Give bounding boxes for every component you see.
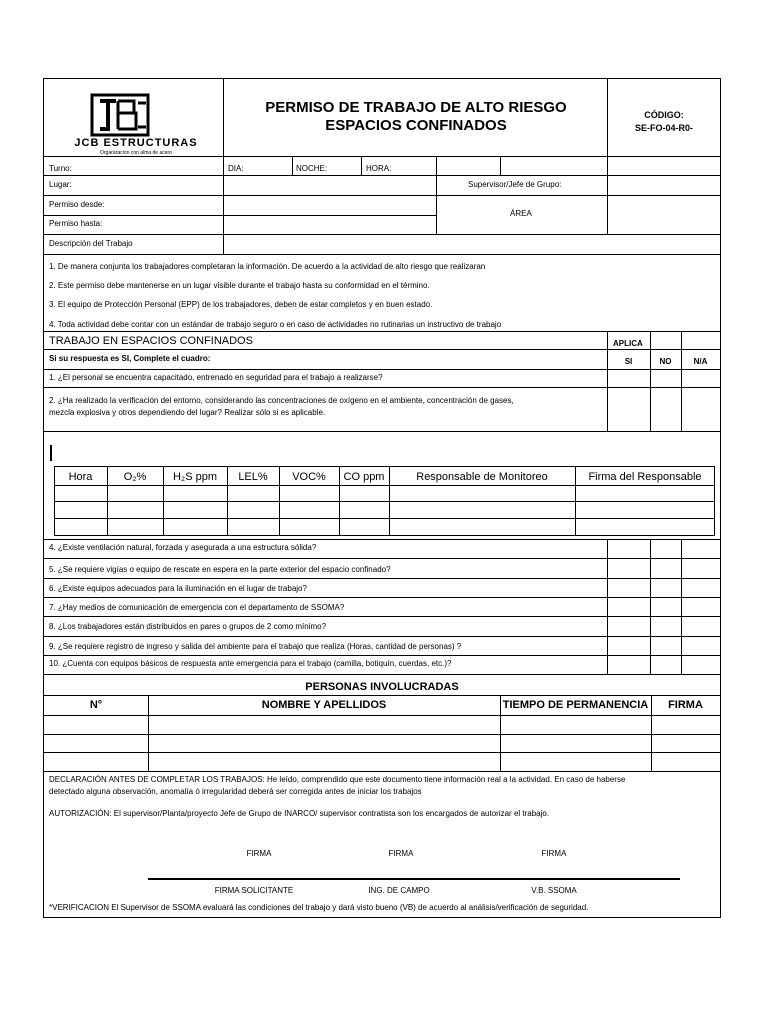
company-logo — [48, 89, 224, 157]
firma-label-3: FIRMA — [541, 849, 567, 858]
personas-n: N° — [89, 699, 103, 711]
aplica-label: APLICA — [613, 339, 643, 348]
personas-firma: FIRMA — [668, 699, 703, 711]
instruction-4: 4. Toda actividad debe contar con un estándar de trabajo seguro o en caso de actividades no rutinarias un instructivo de trabajo — [49, 320, 502, 329]
question-4: 4. ¿Existe ventilación natural, forzada y asegurada a una estructura sólida? — [49, 543, 317, 552]
hora-label: HORA: — [366, 164, 392, 173]
mon-co: CO ppm — [343, 471, 385, 483]
question-5: 5. ¿Se requiere vigías o equipo de rescate en espera en la parte exterior del espacio confinado? — [49, 565, 391, 574]
code-label: CÓDIGO: — [644, 110, 684, 120]
logo-tagline: Organizacion con alma de acero — [100, 150, 172, 156]
permit-form — [43, 78, 721, 918]
title-line-1: PERMISO DE TRABAJO DE ALTO RIESGO — [265, 99, 567, 116]
lugar-label: Lugar: — [49, 180, 72, 189]
question-6: 6. ¿Existe equipos adecuados para la iluminación en el lugar de trabajo? — [49, 584, 307, 593]
autorizacion: AUTORIZACIÓN: El supervisor/Planta/proyecto Jefe de Grupo de INARCO/ supervisor contratista son los encargados de autorizar el trabajo. — [49, 809, 550, 818]
mon-responsable: Responsable de Monitoreo — [416, 471, 548, 483]
question-2-line2: mezcla explosiva y otros dependiendo del lugar? Realizar sólo si es aplicable. — [49, 408, 326, 417]
question-10: 10. ¿Cuenta con equipos básicos de respuesta ante emergencia para el trabajo (camilla, botiquín, cuerdas, etc.)? — [49, 659, 452, 668]
code-value: SE-FO-04-R0- — [634, 123, 693, 133]
ing-de-campo: ING. DE CAMPO — [368, 886, 430, 895]
declaration-line2: detectado alguna observación, anomalía ó irregularidad deberá ser corregida antes de iniciar los trabajos — [49, 787, 422, 796]
supervisor-label: Supervisor/Jefe de Grupo: — [468, 180, 562, 189]
noche-label: NOCHE: — [296, 164, 328, 173]
personas-tiempo: TIEMPO DE PERMANENCIA — [502, 699, 649, 711]
si-label: SI — [624, 357, 633, 366]
vb-ssoma: V.B. SSOMA — [531, 886, 577, 895]
form-title — [224, 99, 608, 135]
descripcion-label: Descripción del Trabajo — [49, 239, 133, 248]
declaration-line1: DECLARACIÓN ANTES DE COMPLETAR LOS TRABAJOS: He leído, comprendido que este documento tiene información real a la actividad. En caso de haberse — [49, 775, 626, 784]
personas-title: PERSONAS INVOLUCRADAS — [305, 681, 459, 693]
title-line-2: ESPACIOS CONFINADOS — [325, 117, 507, 134]
firma-label-1: FIRMA — [246, 849, 272, 858]
question-1: 1. ¿El personal se encuentra capacitado, entrenado en seguridad para el trabajo a realizarse? — [49, 373, 383, 382]
instruction-2: 2. Este permiso debe mantenerse en un lugar visible durante el trabajo hasta su conformidad en el término. — [49, 281, 430, 290]
firma-solicitante: FIRMA SOLICITANTE — [214, 886, 294, 895]
mon-firma: Firma del Responsable — [588, 471, 702, 483]
dia-label: DIA: — [228, 164, 244, 173]
personas-nombre: NOMBRE Y APELLIDOS — [261, 699, 387, 711]
section-title: TRABAJO EN ESPACIOS CONFINADOS — [49, 335, 253, 347]
logo-name: JCB ESTRUCTURAS — [74, 137, 198, 149]
question-7: 7. ¿Hay medios de comunicación de emergencia con el departamento de SSOMA? — [49, 603, 345, 612]
firma-label-2: FIRMA — [388, 849, 414, 858]
question-2-line1: 2. ¿Ha realizado la verificación del entorno, considerando las concentraciones de oxígeno en el ambiente, concentración de gases, — [49, 396, 514, 405]
question-9: 9. ¿Se requiere registro de ingreso y salida del ambiente para el trabajo que realiza (Horas, cantidad de personas) ? — [49, 642, 462, 651]
mon-o2: O₂% — [123, 471, 147, 483]
instruction-3: 3. El equipo de Protección Personal (EPP) de los trabajadores, deben de estar completos y en buen estado. — [49, 300, 433, 309]
na-label: N/A — [693, 357, 708, 366]
no-label: NO — [659, 357, 672, 366]
area-label: ÁREA — [510, 209, 532, 218]
section-subtitle: Si su respuesta es SI, Complete el cuadro: — [49, 354, 211, 363]
form-code — [608, 109, 720, 135]
footnote: *VERIFICACION El Supervisor de SSOMA evaluará las condiciones del trabajo y dará visto bueno (VB) de acuerdo al análisis/verificación de seguridad. — [49, 903, 589, 912]
permiso-hasta-label: Permiso hasta: — [49, 219, 103, 228]
turno-label: Turno: — [49, 164, 72, 173]
mon-h2s: H₂S ppm — [172, 471, 217, 483]
permiso-desde-label: Permiso desde: — [49, 200, 105, 209]
question-8: 8. ¿Los trabajadores están distribuidos en pares o grupos de 2 como mínimo? — [49, 622, 327, 631]
mon-hora: Hora — [68, 471, 93, 483]
mon-lel: LEL% — [238, 471, 268, 483]
instruction-1: 1. De manera conjunta los trabajadores completaran la información. De acuerdo a la actividad de alto riesgo que realizaran — [49, 262, 486, 271]
mon-voc: VOC% — [292, 471, 326, 483]
